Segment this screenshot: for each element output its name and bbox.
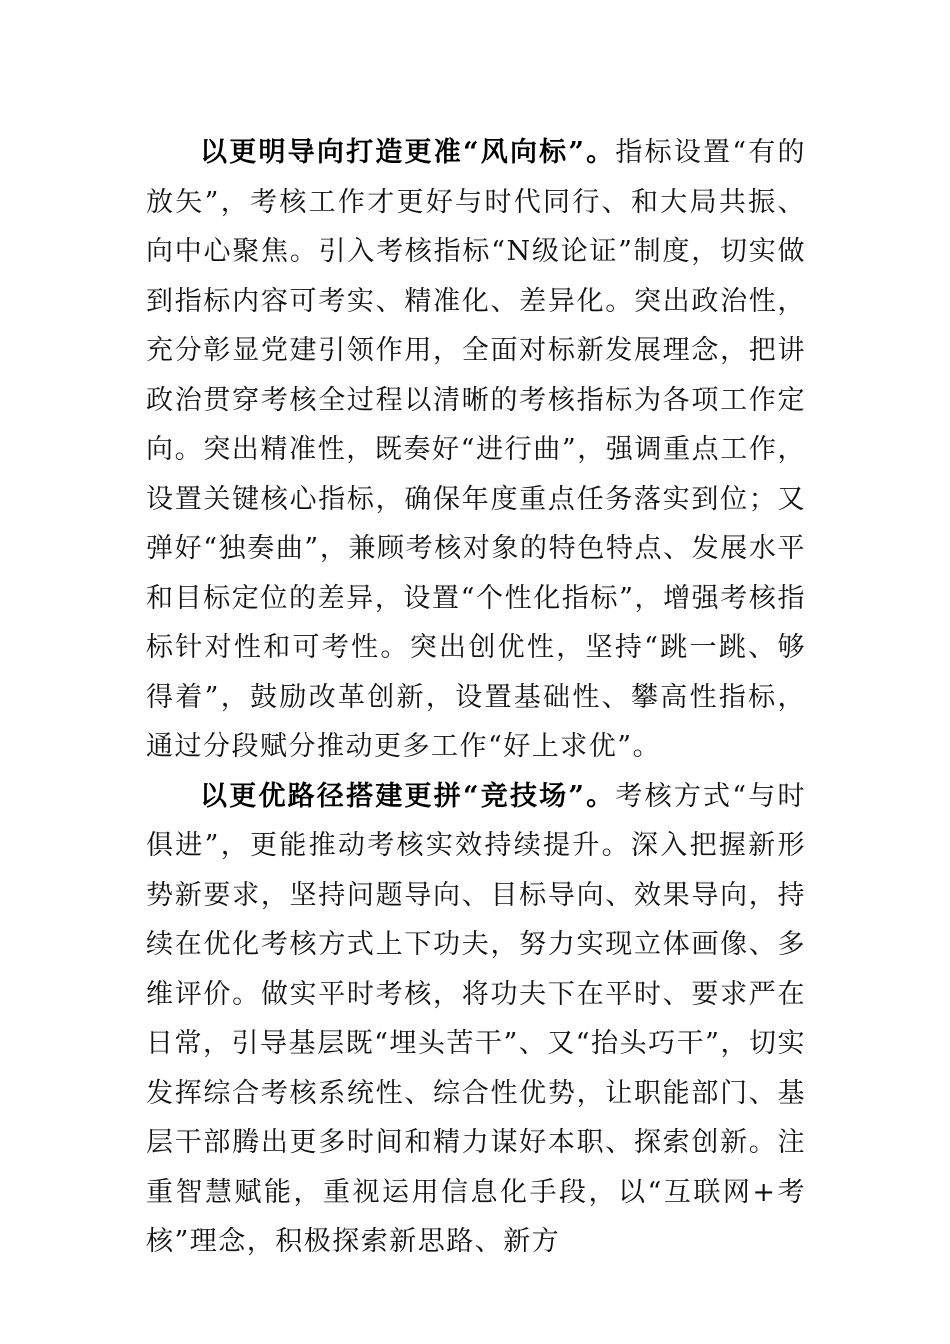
paragraph-heading: 以更明导向打造更准“风向标”。 — [200, 137, 616, 168]
paragraph-heading: 以更优路径搭建更拼“竞技场”。 — [200, 780, 616, 812]
paragraph-text: 考核方式“与时俱进”，更能推动考核实效持续提升。深入把握新形势新要求，坚持问题导向、目标导向、效果导向，持续在优化考核方式上下功夫，努力实现立体画像、多维评价。做实平时考核，将功夫下在平时、要求严在日常，引导基层既“埋头苦干”、又“抬头巧干”，切实发挥综合考核系统性、综合性优势，让职能部门、基层干部腾出更多时间和精力谋好本职、探索创新。注重智慧赋能，重视运用信息化手段，以“互联网+考核”理念，积极探索新思路、新方 — [146, 780, 806, 1257]
document-body — [146, 128, 806, 1267]
paragraph-direction — [146, 128, 806, 772]
paragraph-text: 指标设置“有的放矢”，考核工作才更好与时代同行、和大局共振、向中心聚焦。引入考核指标“N级论证”制度，切实做到指标内容可考实、精准化、差异化。突出政治性，充分彰显党建引领作用，全面对标新发展理念，把讲政治贯穿考核全过程以清晰的考核指标为各项工作定向。突出精准性，既奏好“进行曲”，强调重点工作，设置关键核心指标，确保年度重点任务落实到位；又弹好“独奏曲”，兼顾考核对象的特色特点、发展水平和目标定位的差异，设置“个性化指标”，增强考核指标针对性和可考性。突出创优性，坚持“跳一跳、够得着”，鼓励改革创新，设置基础性、攀高性指标，通过分段赋分推动更多工作“好上求优”。 — [146, 137, 806, 762]
paragraph-arena — [146, 772, 806, 1267]
